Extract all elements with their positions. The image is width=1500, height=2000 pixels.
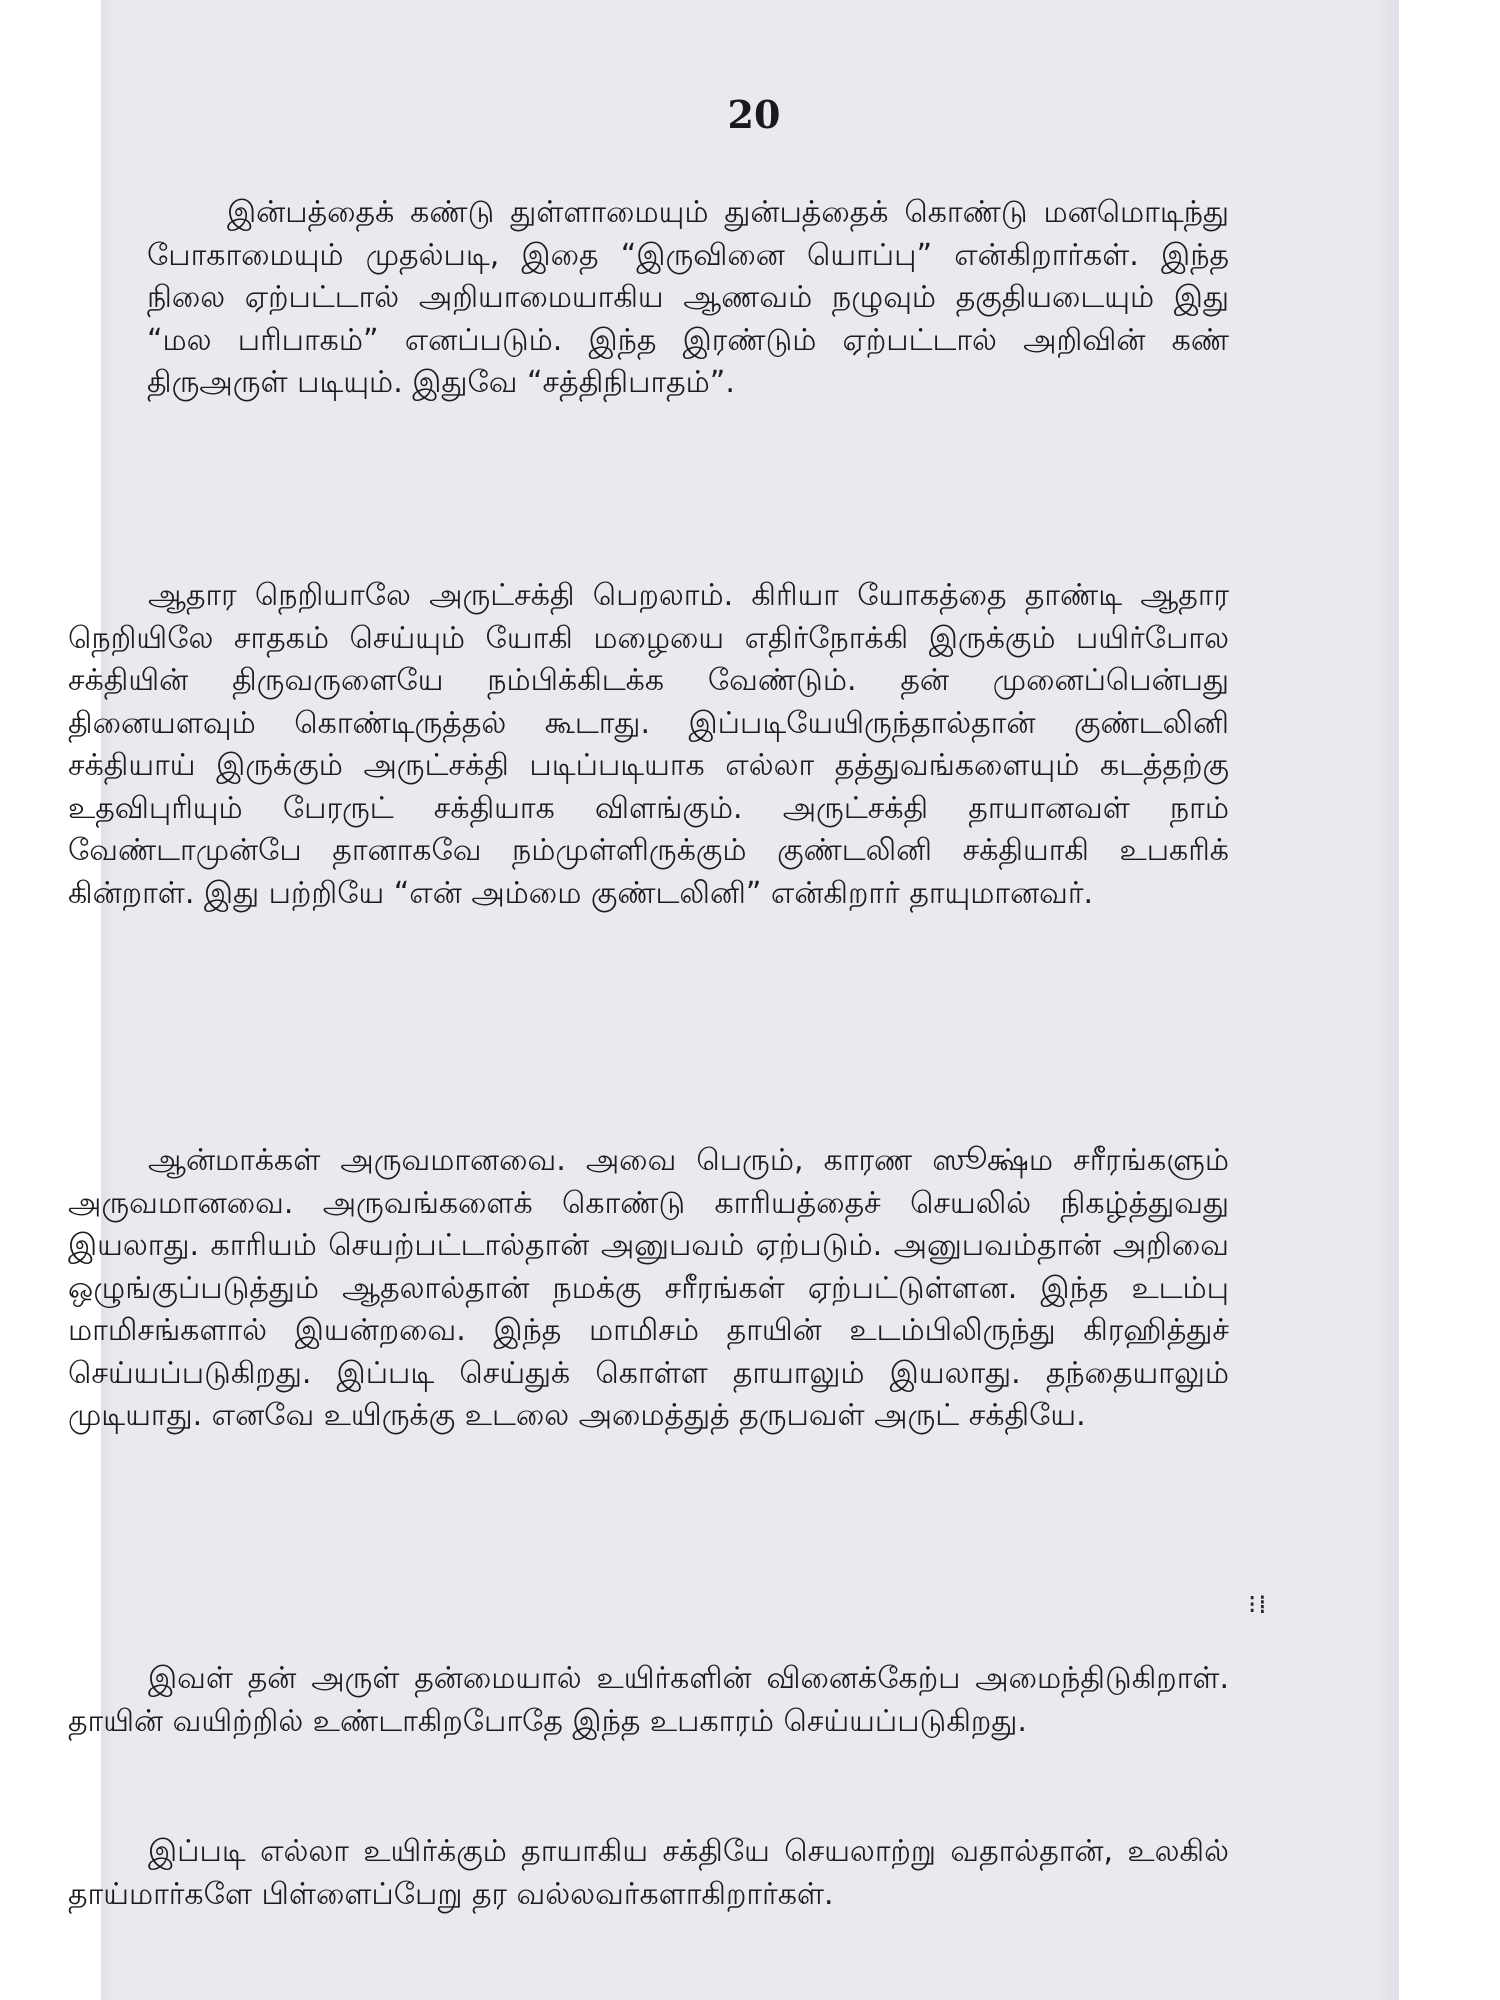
paragraph-1: இன்பத்தைக் கண்டு துள்ளாமையும் துன்பத்தைக் கொண்டு மனமொடிந்து போகாமையும் முதல்படி, இதை “இருவினை யொப்பு” என்கிறார்கள். இந்த நிலை ஏற்பட்டால் அறியாமையாகிய ஆணவம் நழுவும் தகுதியடையும் இது “மல பரிபாகம்” எனப்படும். இந்த இரண்டும் ஏற்பட்டால் அறிவின் கண் திருஅருள் படியும். இதுவே “சத்திநிபாதம்”. bbox=[147, 195, 1229, 400]
paragraph-2: ஆதார நெறியாலே அருட்சக்தி பெறலாம். கிரியா யோகத்தை தாண்டி ஆதார நெறியிலே சாதகம் செய்யும் யோகி மழையை எதிர்நோக்கி இருக்கும் பயிர்போல சக்தியின் திருவருளையே நம்பிக்கிடக்க வேண்டும். தன் முனைப்பென்பது தினையளவும் கொண்டிருத்தல் கூடாது. இப்படியேயிருந்தால்தான் குண்டலினி சக்தியாய் இருக்கும் அருட்சக்தி படிப்படியாக எல்லா தத்துவங்களையும் கடத்தற்கு உதவிபுரியும் பேரருட் சக்தியாக விளங்கும். அருட்சக்தி தாயானவள் நாம் வேண்டாமுன்பே தானாகவே நம்முள்ளிருக்கும் குண்டலினி சக்தியாகி உபகரிக் கின்றாள். இது பற்றியே “என் அம்மை குண்டலினி” என்கிறார் தாயுமானவர். bbox=[68, 578, 1230, 911]
paragraph-3: ஆன்மாக்கள் அருவமானவை. அவை பெரும், காரண ஸூக்ஷ்ம சரீரங்களும் அருவமானவை. அருவங்களைக் கொண்டு காரியத்தைச் செயலில் நிகழ்த்துவது இயலாது. காரியம் செயற்பட்டால்தான் அனுபவம் ஏற்படும். அனுபவம்தான் அறிவை ஒழுங்குப்படுத்தும் ஆதலால்தான் நமக்கு சரீரங்கள் ஏற்பட்டுள்ளன. இந்த உடம்பு மாமிசங்களால் இயன்றவை. இந்த மாமிசம் தாயின் உடம்பிலிருந்து கிரஹித்துச் செய்யப்படுகிறது. இப்படி செய்துக் கொள்ள தாயாலும் இயலாது. தந்தையாலும் முடியாது. எனவே உயிருக்கு உடலை அமைத்துத் தருபவள் அருட் சக்தியே. bbox=[68, 1143, 1229, 1433]
paragraph-5: இப்படி எல்லா உயிர்க்கும் தாயாகிய சக்தியே செயலாற்று வதால்தான், உலகில் தாய்மார்களே பிள்ளைப்பேறு தர வல்லவர்களாகிறார்கள். bbox=[68, 1834, 1229, 1912]
paragraph-4: இவள் தன் அருள் தன்மையால் உயிர்களின் வினைக்கேற்ப அமைந்திடுகிறாள். தாயின் வயிற்றில் உண்டாகிறபோதே இந்த உபகாரம் செய்யப்படுகிறது. bbox=[68, 1661, 1229, 1739]
page-number: 20 bbox=[727, 92, 781, 137]
margin-binding-mark: ⁝⁞ bbox=[1248, 1590, 1269, 1620]
